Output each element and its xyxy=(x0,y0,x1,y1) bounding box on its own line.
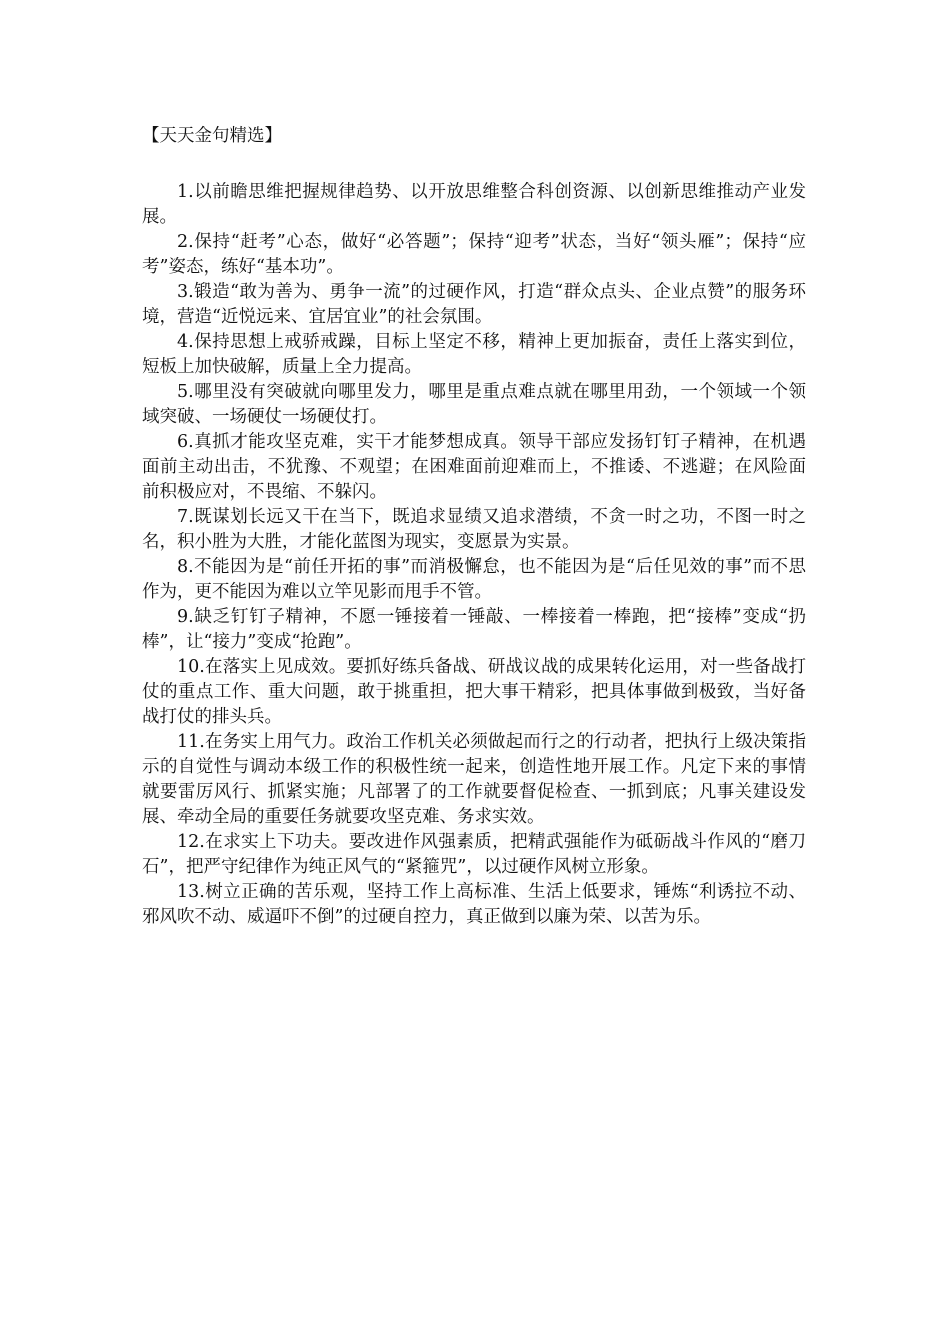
quote-item: 5.哪里没有突破就向哪里发力，哪里是重点难点就在哪里用劲，一个领域一个领域突破、一场硬仗一场硬仗打。 xyxy=(142,382,806,427)
quote-item: 3.锻造“敢为善为、勇争一流”的过硬作风，打造“群众点头、企业点赞”的服务环境，营造“近悦远来、宜居宜业”的社会氛围。 xyxy=(142,282,806,327)
quote-item: 2.保持“赶考”心态，做好“必答题”；保持“迎考”状态，当好“领头雁”；保持“应考”姿态，练好“基本功”。 xyxy=(142,232,806,277)
quote-item: 4.保持思想上戒骄戒躁，目标上坚定不移，精神上更加振奋，责任上落实到位，短板上加快破解，质量上全力提高。 xyxy=(142,332,806,377)
document-page xyxy=(142,118,806,930)
quote-item: 13.树立正确的苦乐观，坚持工作上高标准、生活上低要求，锤炼“利诱拉不动、邪风吹不动、威逼吓不倒”的过硬自控力，真正做到以廉为荣、以苦为乐。 xyxy=(142,882,806,927)
quote-item: 10.在落实上见成效。要抓好练兵备战、研战议战的成果转化运用，对一些备战打仗的重点工作、重大问题，敢于挑重担，把大事干精彩，把具体事做到极致，当好备战打仗的排头兵。 xyxy=(142,657,806,727)
quote-item: 7.既谋划长远又干在当下，既追求显绩又追求潜绩，不贪一时之功，不图一时之名，积小胜为大胜，才能化蓝图为现实，变愿景为实景。 xyxy=(142,507,806,552)
document-title: 【天天金句精选】 xyxy=(142,126,282,146)
quote-list xyxy=(142,180,806,930)
quote-item: 11.在务实上用气力。政治工作机关必须做起而行之的行动者，把执行上级决策指示的自觉性与调动本级工作的积极性统一起来，创造性地开展工作。凡定下来的事情就要雷厉风行、抓紧实施；凡部署了的工作就要督促检查、一抓到底；凡事关建设发展、牵动全局的重要任务就要攻坚克难、务求实效。 xyxy=(142,732,806,827)
quote-item: 6.真抓才能攻坚克难，实干才能梦想成真。领导干部应发扬钉钉子精神，在机遇面前主动出击，不犹豫、不观望；在困难面前迎难而上，不推诿、不逃避；在风险面前积极应对，不畏缩、不躲闪。 xyxy=(142,432,806,502)
quote-item: 9.缺乏钉钉子精神，不愿一锤接着一锤敲、一棒接着一棒跑，把“接棒”变成“扔棒”，让“接力”变成“抢跑”。 xyxy=(142,607,806,652)
quote-item: 8.不能因为是“前任开拓的事”而消极懈怠，也不能因为是“后任见效的事”而不思作为，更不能因为难以立竿见影而甩手不管。 xyxy=(142,557,806,602)
quote-item: 12.在求实上下功夫。要改进作风强素质，把精武强能作为砥砺战斗作风的“磨刀石”，把严守纪律作为纯正风气的“紧箍咒”，以过硬作风树立形象。 xyxy=(142,832,806,877)
quote-item: 1.以前瞻思维把握规律趋势、以开放思维整合科创资源、以创新思维推动产业发展。 xyxy=(142,182,806,227)
